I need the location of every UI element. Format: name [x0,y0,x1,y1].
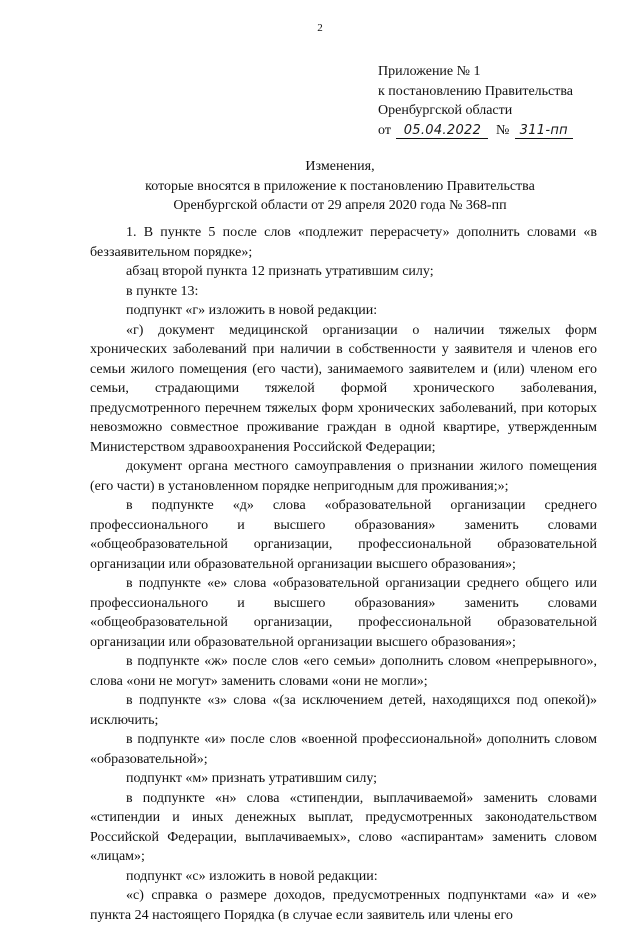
handwritten-date: 05.04.2022 [396,124,488,139]
number-label: № [495,122,510,138]
paragraph: в подпункте «е» слова «образовательной организации среднего общего или профессионального и высшего образования» заменить словами «общеобразовательной организации, профессиональной образовательной организации или образовательной организации высшего образования»; [90,576,597,650]
date-label: от [378,122,391,138]
paragraph: документ органа местного самоуправления о признании жилого помещения (его части) в установленном порядке непригодным для проживания;»; [90,459,597,494]
paragraph: «г) документ медицинской организации о наличии тяжелых форм хронических заболеваний при наличии в собственности у заявителя и членов его семьи жилого помещения (его части), занимаемого заявителем и (или) членом его семьи, страдающими тяжелой формой хронического заболевания, предусмотренного перечнем тяжелых форм хронических заболеваний, при которых невозможно совместное проживание граждан в одной квартире, утвержденным Министерством здравоохранения Российской Федерации; [90,322,597,455]
paragraph: в подпункте «н» слова «стипендии, выплачиваемой» заменить словами «стипендии и иных денежных выплат, предусмотренных законодательством Российской Федерации, выплачиваемых», слово «аспирантам» заменить словом «лицам»; [90,790,597,864]
annex-header [378,62,573,140]
paragraph: «с) справка о размере доходов, предусмотренных подпунктами «а» и «е» пункта 24 настоящего Порядка (в случае если заявитель или члены его [90,888,597,923]
paragraph: подпункт «г» изложить в новой редакции: [126,303,378,318]
paragraph: в подпункте «д» слова «образовательной организации среднего профессионального и высшего образования» заменить словами «общеобразовательной организации, профессиональной образовательной организации или образовательной организации высшего образования»; [90,498,597,572]
heading-subtitle-line2: Оренбургской области от 29 апреля 2020 года № 368-пп [173,198,507,213]
annex-title: Приложение № 1 [378,64,481,79]
paragraph: в подпункте «ж» после слов «его семьи» дополнить словом «непрерывного», слова «они не могут» заменить словами «они не могли»; [90,654,597,689]
annex-line-resolution: к постановлению Правительства [378,83,574,99]
paragraph: 1. В пункте 5 после слов «подлежит перерасчету» дополнить словами «в беззаявительном порядке»; [90,225,597,260]
paragraph: абзац второй пункта 12 признать утратившим силу; [126,264,434,279]
document-heading [60,157,620,216]
paragraph: в пункте 13: [126,283,199,299]
annex-date-line [378,121,573,141]
paragraph: подпункт «с» изложить в новой редакции: [126,868,378,884]
page-number: 2 [317,22,323,34]
heading-subtitle-line1: которые вносятся в приложение к постановлению Правительства [145,178,535,194]
paragraph: подпункт «м» признать утратившим силу; [126,771,378,786]
paragraph: в подпункте «и» после слов «военной профессиональной» дополнить словом «образовательной»; [90,732,597,767]
paragraph: в подпункте «з» слова «(за исключением детей, находящихся под опекой)» исключить; [90,693,597,728]
heading-title: Изменения, [305,159,375,174]
document-body [90,223,597,925]
handwritten-number: 311-пп [515,124,573,139]
annex-line-region: Оренбургской области [378,103,513,118]
